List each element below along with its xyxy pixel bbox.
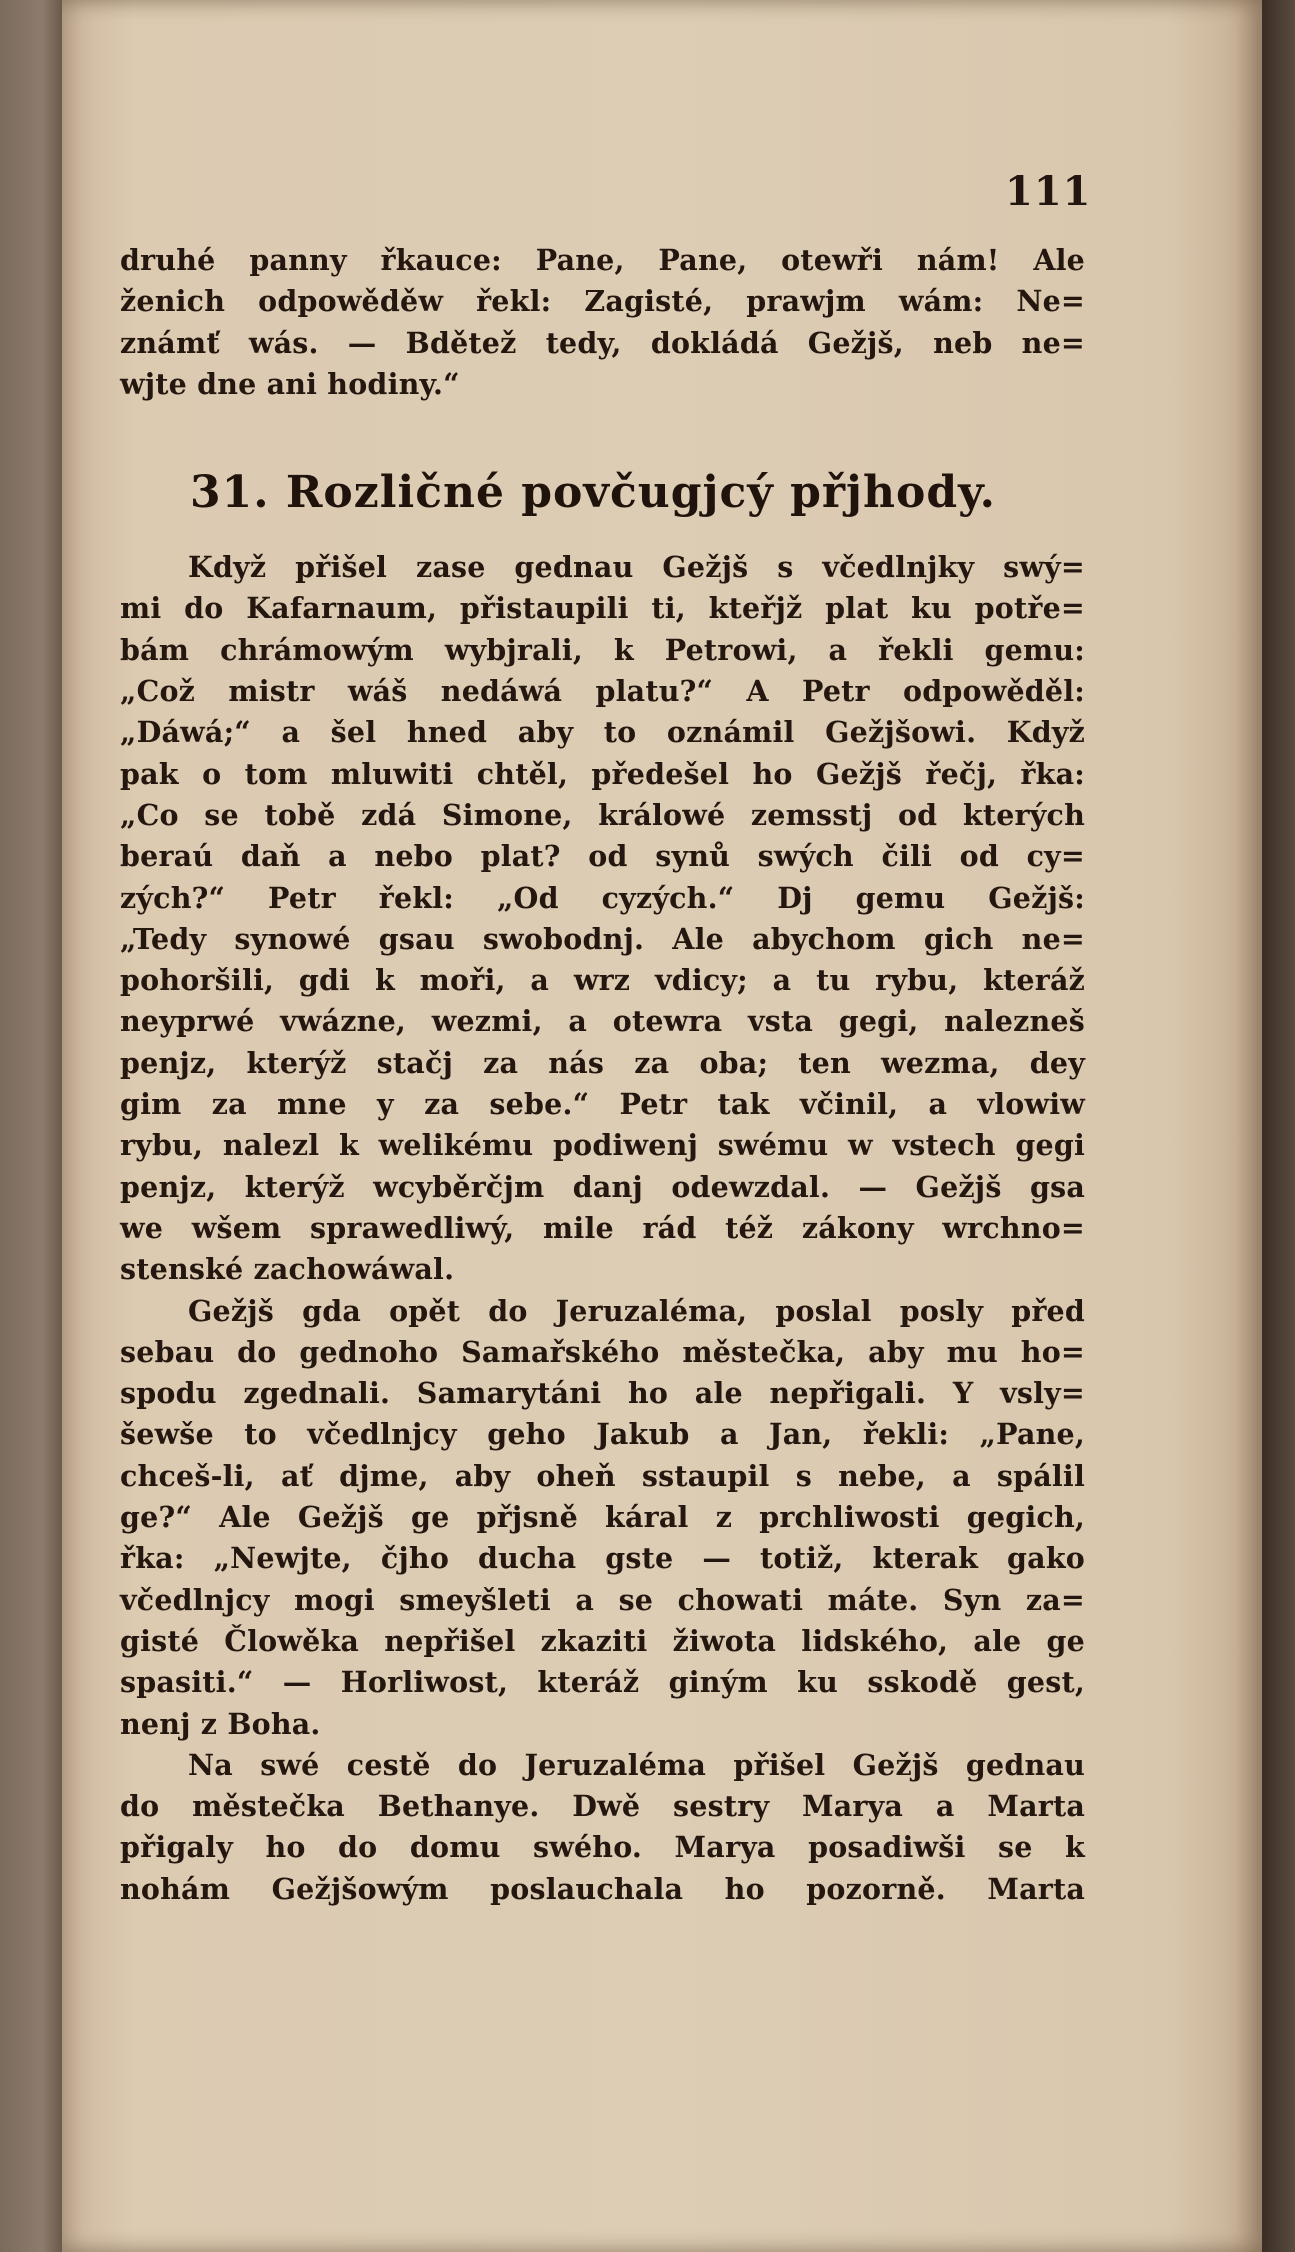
text-line: Na swé cestě do Jeruzaléma přišel Gežjš gednau (188, 1747, 1085, 1782)
text-line: „Dáwá;“ a šel hned aby to oznámil Gežjšowi. Když (120, 715, 1085, 750)
text-line: Když přišel zase gednau Gežjš s včedlnjky swý= (188, 550, 1085, 585)
text-line: wjte dne ani hodiny.“ (120, 366, 460, 401)
text-line: ženich odpowěděw řekl: Zagisté, prawjm wám: Ne= (120, 284, 1085, 319)
text-line: Gežjš gda opět do Jeruzaléma, poslal posly před (188, 1293, 1085, 1328)
text-line: přigaly ho do domu swého. Marya posadiwši se k (120, 1830, 1085, 1865)
scan-left-margin (0, 0, 70, 2252)
text-line: nohám Gežjšowým poslauchala ho pozorně. Marta (120, 1871, 1085, 1906)
text-line: šewše to včedlnjcy geho Jakub a Jan, řekli: „Pane, (120, 1417, 1085, 1452)
paragraph-1 (120, 547, 1085, 1290)
text-line: druhé panny řkauce: Pane, Pane, otewři nám! Ale (120, 243, 1085, 277)
paragraph-3 (120, 1745, 1085, 1910)
scan-right-margin (1262, 0, 1295, 2252)
paragraph-2 (120, 1291, 1085, 1745)
text-line: spasiti.“ — Horliwost, kteráž giným ku sskodě gest, (120, 1665, 1085, 1700)
text-line: známť wás. — Bdětež tedy, dokládá Gežjš, neb ne= (120, 325, 1085, 360)
top-paragraph (120, 240, 1085, 405)
text-line: penjz, kterýž wcyběrčjm danj odewzdal. — Gežjš gsa (120, 1169, 1085, 1204)
text-line: spodu zgednali. Samarytáni ho ale nepřigali. Y vsly= (120, 1376, 1085, 1411)
text-line: „Tedy synowé gsau swobodnj. Ale abychom gich ne= (120, 921, 1085, 956)
text-line: řka: „Newjte, čjho ducha gste — totiž, kterak gako (120, 1541, 1085, 1576)
text-line: gim za mne y za sebe.“ Petr tak včinil, a vlowiw (120, 1087, 1085, 1122)
page-number: 111 (1005, 168, 1092, 215)
text-line: mi do Kafarnaum, přistaupili ti, kteřjž plat ku potře= (120, 591, 1085, 626)
text-line: beraú daň a nebo plat? od synů swých čili od cy= (120, 839, 1085, 874)
text-line: chceš-li, ať djme, aby oheň sstaupil s nebe, a spálil (120, 1458, 1085, 1493)
text-line: včedlnjcy mogi smeyšleti a se chowati máte. Syn za= (120, 1582, 1085, 1617)
text-line: gisté Člowěka nepřišel zkaziti žiwota lidského, ale ge (120, 1623, 1085, 1658)
text-line: nenj z Boha. (120, 1706, 321, 1741)
text-line: stenské zachowáwal. (120, 1252, 455, 1287)
text-line: pak o tom mluwiti chtěl, předešel ho Gežjš řečj, řka: (120, 756, 1085, 791)
text-line: sebau do gednoho Samařského městečka, aby mu ho= (120, 1334, 1085, 1369)
text-line: do městečka Bethanye. Dwě sestry Marya a Marta (120, 1789, 1085, 1824)
text-line: we wšem sprawedliwý, mile rád též zákony wrchno= (120, 1210, 1085, 1245)
text-line: ge?“ Ale Gežjš ge přjsně káral z prchliwosti gegich, (120, 1500, 1085, 1535)
text-line: pohoršili, gdi k moři, a wrz vdicy; a tu rybu, kteráž (120, 963, 1085, 998)
page-text (120, 240, 1085, 1910)
section-heading: 31. Rozličné povčugjcý přjhody. (190, 467, 996, 519)
text-line: penjz, kterýž stačj za nás za oba; ten wezma, dey (120, 1045, 1085, 1080)
text-line: zých?“ Petr řekl: „Od cyzých.“ Dj gemu Gežjš: (120, 880, 1085, 915)
text-line: „Co se tobě zdá Simone, králowé zemsstj od kterých (120, 797, 1085, 832)
text-line: neyprwé vwázne, wezmi, a otewra vsta gegi, nalezneš (120, 1004, 1085, 1039)
text-line: bám chrámowým wybjrali, k Petrowi, a řekli gemu: (120, 632, 1085, 667)
text-line: rybu, nalezl k welikému podiwenj swému w vstech gegi (120, 1128, 1085, 1163)
text-line: „Což mistr wáš nedáwá platu?“ A Petr odpowěděl: (120, 674, 1085, 709)
